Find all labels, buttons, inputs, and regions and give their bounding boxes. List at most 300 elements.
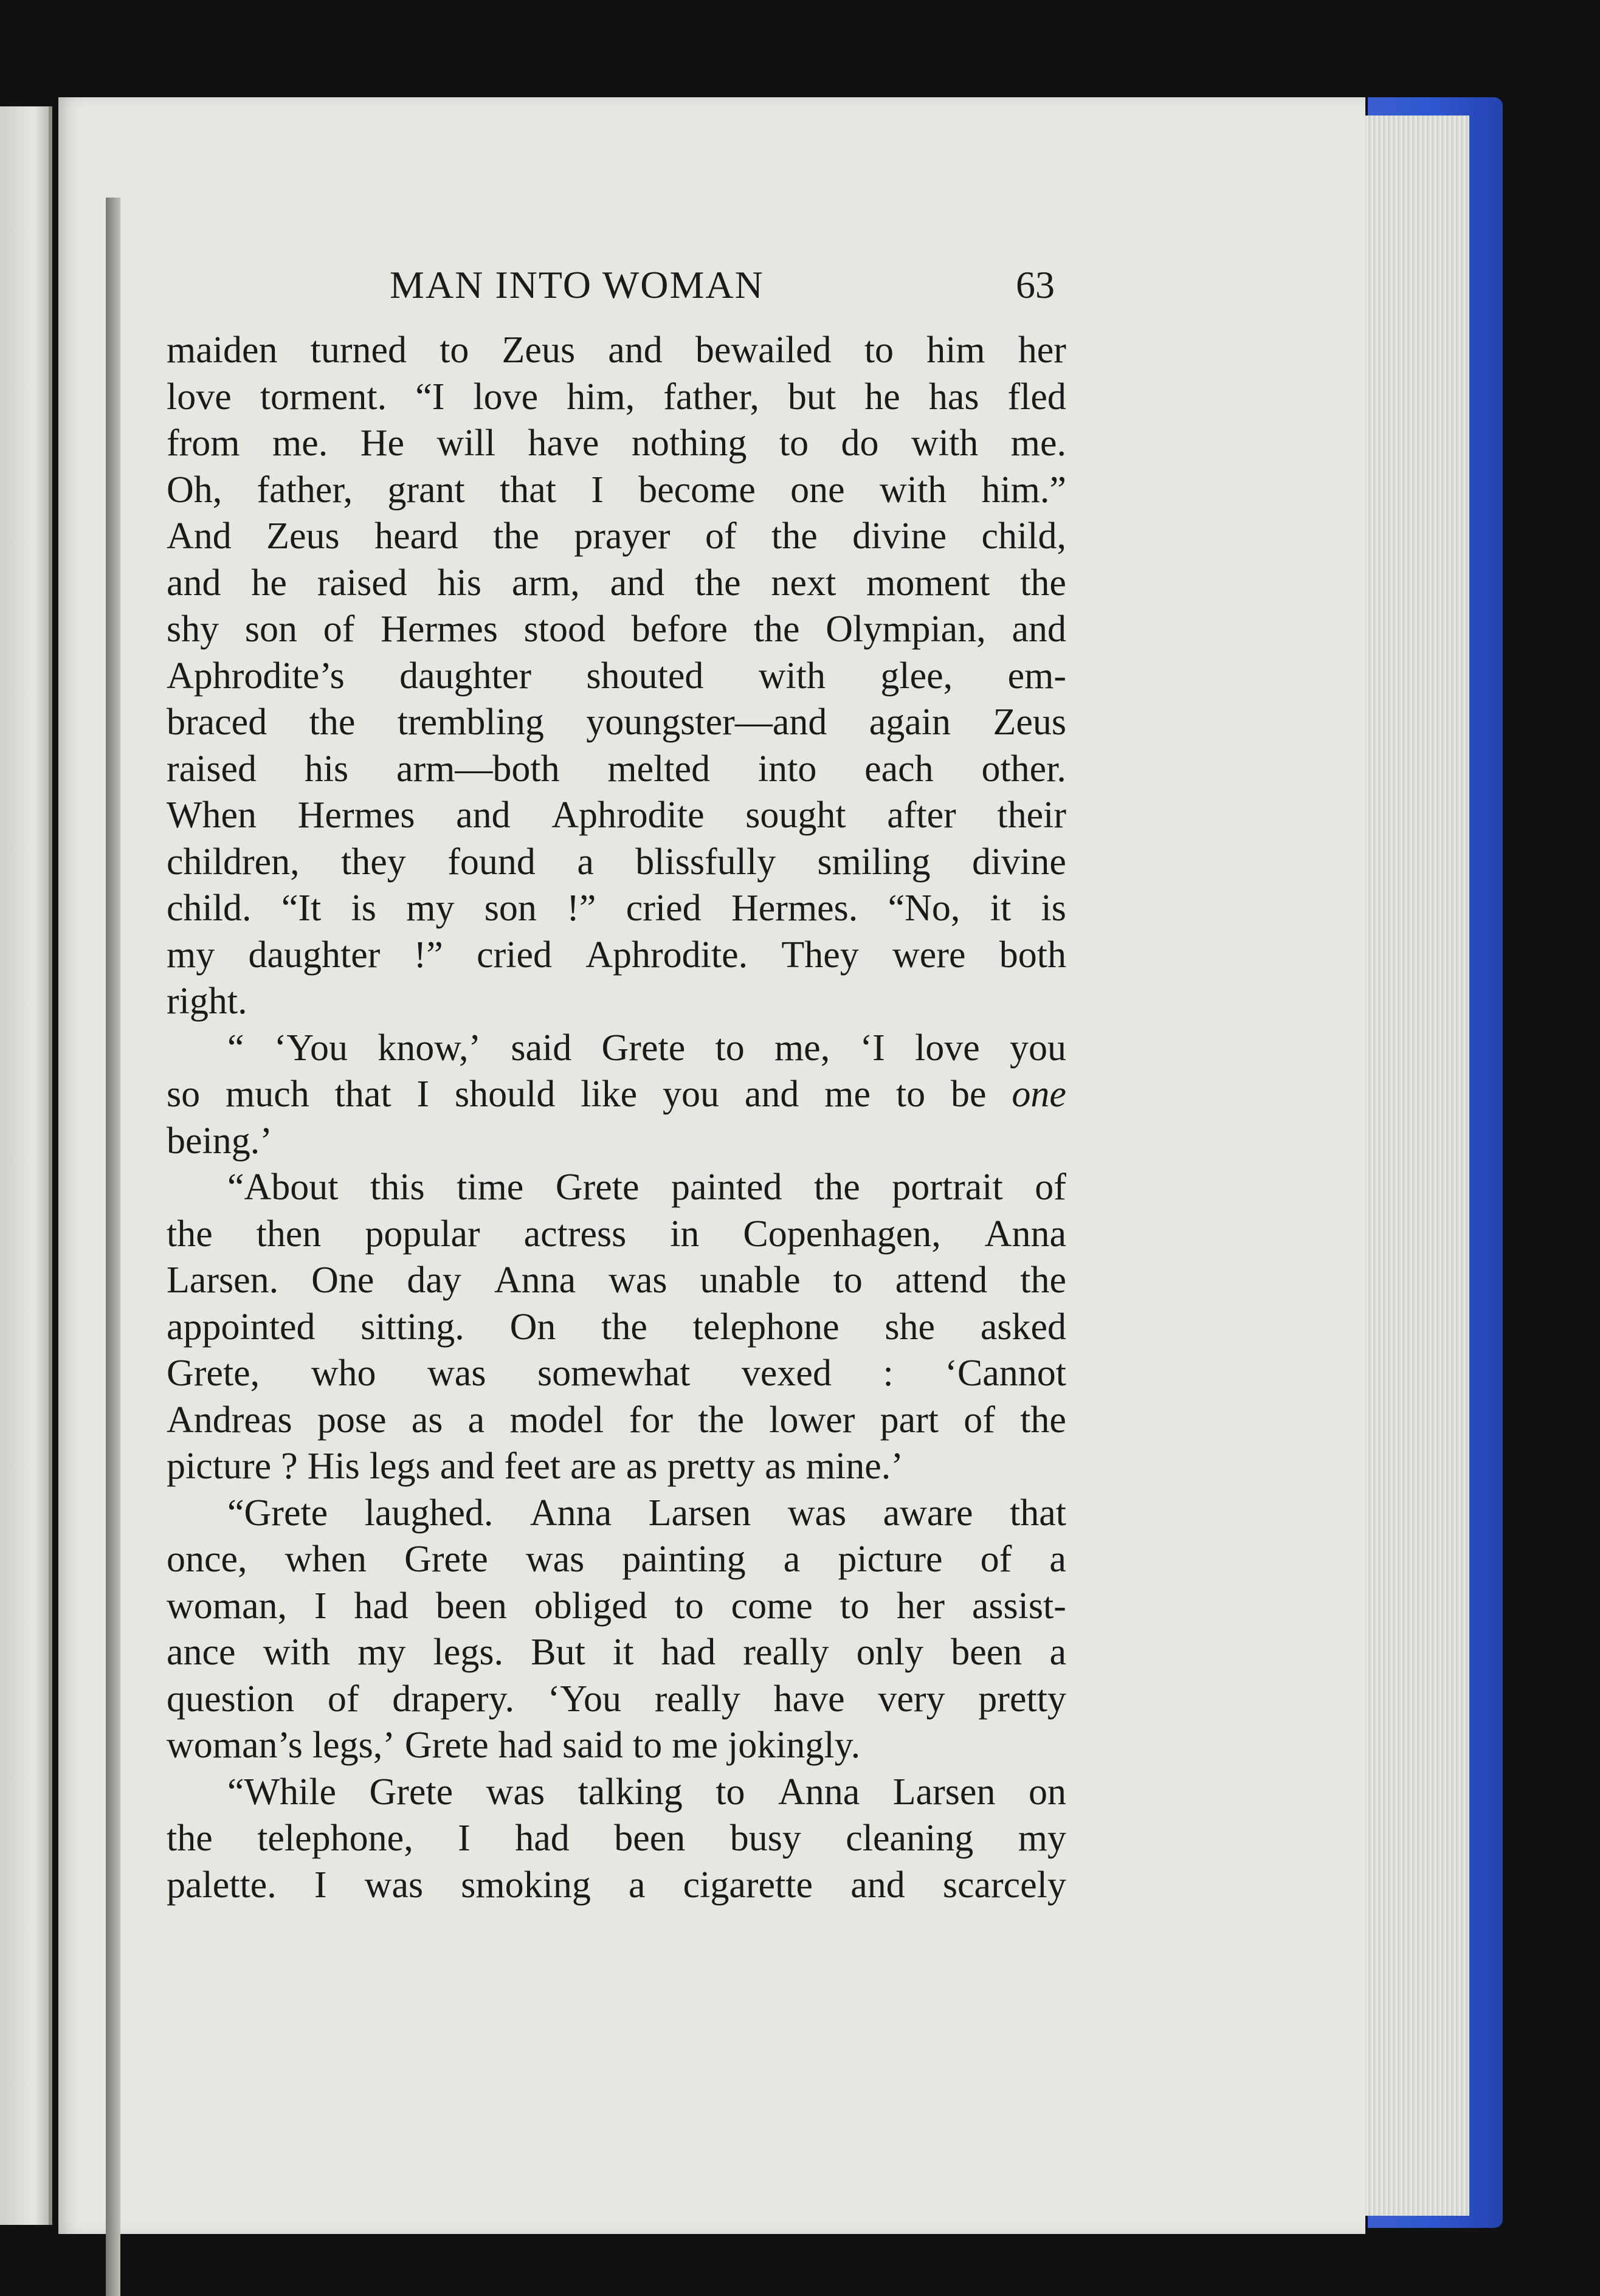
word: Anna <box>529 1492 612 1534</box>
word: me. <box>1010 422 1066 464</box>
word: legs <box>369 1446 430 1487</box>
word: right. <box>167 981 247 1022</box>
word: and <box>610 562 665 604</box>
word: of <box>980 1539 1012 1580</box>
text-line <box>167 653 1066 700</box>
text-line <box>167 1815 1066 1862</box>
word: actress <box>523 1213 627 1255</box>
word: legs,’ <box>312 1725 395 1766</box>
word: love <box>473 376 539 418</box>
word: had <box>661 1632 716 1673</box>
word: melted <box>607 748 711 790</box>
word: drapery. <box>392 1678 515 1720</box>
word: it <box>990 888 1012 929</box>
word: a <box>1049 1632 1066 1673</box>
word: attend <box>895 1260 988 1301</box>
word: appointed <box>167 1306 316 1348</box>
word: turned <box>310 329 407 371</box>
word: braced <box>167 702 267 743</box>
word: sought <box>745 795 846 836</box>
text-line <box>167 420 1066 467</box>
word: was <box>427 1353 486 1394</box>
text-line <box>167 560 1066 607</box>
word: to <box>716 1771 745 1813</box>
word: as <box>626 1446 658 1487</box>
word: will <box>436 422 495 464</box>
word: with <box>758 655 826 697</box>
word: I <box>314 1585 327 1627</box>
word: ance <box>167 1632 236 1673</box>
word: were <box>892 934 966 976</box>
word: smoking <box>461 1864 591 1906</box>
word: On <box>509 1306 556 1348</box>
word: Grete <box>555 1167 640 1208</box>
word: “Grete <box>227 1492 328 1534</box>
word: found <box>447 841 536 883</box>
word: em- <box>1007 655 1066 697</box>
word: have <box>773 1678 845 1720</box>
word: talking <box>578 1771 683 1813</box>
word: me, <box>774 1027 830 1069</box>
word: the <box>601 1306 647 1348</box>
text-line <box>167 746 1066 793</box>
word: “I <box>415 376 445 418</box>
word: he <box>864 376 900 418</box>
word: the <box>493 515 539 557</box>
word: “No, <box>888 888 960 929</box>
word: was <box>364 1864 424 1906</box>
word: had <box>515 1818 570 1859</box>
word: heard <box>374 515 458 557</box>
word: Grete <box>404 1725 489 1766</box>
word: the <box>771 515 818 557</box>
text-line <box>167 699 1066 746</box>
word: my <box>167 934 215 976</box>
word: me. <box>272 422 328 464</box>
word: him <box>926 329 985 371</box>
word: been <box>435 1585 507 1627</box>
word: to <box>440 329 469 371</box>
word: cried <box>477 934 552 976</box>
word: is <box>351 888 376 929</box>
word: my <box>1018 1818 1066 1859</box>
word: me <box>824 1074 871 1115</box>
word: ‘I <box>860 1027 885 1069</box>
word: come <box>731 1585 813 1627</box>
word: with <box>263 1632 330 1673</box>
word: Grete <box>404 1539 488 1580</box>
word: cigarette <box>683 1864 813 1906</box>
text-line <box>167 1257 1066 1304</box>
word: when <box>284 1539 367 1580</box>
word: mine.’ <box>805 1446 903 1487</box>
word: him.” <box>981 469 1066 511</box>
text-line <box>167 1536 1066 1583</box>
word: the <box>167 1213 213 1255</box>
word: the <box>698 1399 744 1441</box>
text-line <box>167 932 1066 979</box>
word: Zeus <box>993 702 1066 743</box>
word: the <box>753 608 800 650</box>
word: youngster—and <box>586 702 827 743</box>
word: the <box>167 1818 213 1859</box>
word: do <box>841 422 879 464</box>
word: “About <box>227 1167 339 1208</box>
word: Zeus <box>502 329 576 371</box>
word: day <box>407 1260 461 1301</box>
word: Oh, <box>167 469 222 511</box>
word: her <box>1018 329 1066 371</box>
text-line <box>167 1350 1066 1397</box>
text-line <box>167 1722 1066 1769</box>
word: become <box>638 469 756 511</box>
word: daughter <box>248 934 381 976</box>
word: have <box>528 422 599 464</box>
word: a <box>628 1864 646 1906</box>
word: trembling <box>397 702 544 743</box>
left-page-edge <box>0 106 52 2225</box>
word: my <box>406 888 455 929</box>
word: been <box>951 1632 1022 1673</box>
word: of <box>327 1678 359 1720</box>
word: being.’ <box>167 1120 272 1162</box>
word: vexed <box>741 1353 832 1394</box>
word: said <box>562 1725 623 1766</box>
word: arm—both <box>396 748 560 790</box>
word: the <box>814 1167 860 1208</box>
word: shouted <box>586 655 704 697</box>
word: very <box>878 1678 945 1720</box>
text-line <box>167 374 1066 421</box>
word: the <box>309 702 356 743</box>
word: bewailed <box>695 329 832 371</box>
word: stood <box>523 608 605 650</box>
word: “ <box>227 1027 244 1069</box>
word: torment. <box>260 376 387 418</box>
word: picture <box>838 1539 943 1580</box>
word: that <box>334 1074 391 1115</box>
gutter-shadow <box>106 198 120 2296</box>
word: father, <box>663 376 759 418</box>
word: a <box>577 841 594 883</box>
page-number: 63 <box>1016 263 1055 306</box>
word: Hermes <box>381 608 498 650</box>
word: painting <box>622 1539 746 1580</box>
word: my <box>357 1632 406 1673</box>
word: and <box>608 329 663 371</box>
word: son <box>484 888 537 929</box>
word: painted <box>671 1167 782 1208</box>
word: he <box>251 562 287 604</box>
word: They <box>781 934 859 976</box>
word: with <box>911 422 979 464</box>
word: of <box>964 1399 995 1441</box>
text-line <box>167 513 1066 560</box>
text-line <box>167 1629 1066 1676</box>
word: much <box>226 1074 309 1115</box>
text-line <box>167 1769 1066 1816</box>
word: busy <box>729 1818 801 1859</box>
word: !” <box>413 934 443 976</box>
word: Grete, <box>167 1353 260 1394</box>
word: Larsen. <box>167 1260 279 1301</box>
text-line <box>167 1211 1066 1258</box>
word: him, <box>567 376 635 418</box>
word: before <box>631 608 728 650</box>
word: has <box>928 376 979 418</box>
word: to <box>674 1585 704 1627</box>
word: Hermes. <box>731 888 858 929</box>
word: his <box>437 562 481 604</box>
word: children, <box>167 841 300 883</box>
word: as <box>765 1446 796 1487</box>
word: blissfully <box>635 841 776 883</box>
word: Anna <box>984 1213 1066 1255</box>
text-line <box>167 1164 1066 1211</box>
word: of <box>323 608 355 650</box>
word: her <box>896 1585 945 1627</box>
text-line <box>167 1490 1066 1537</box>
word: I <box>458 1818 471 1859</box>
word: of <box>705 515 737 557</box>
word: Anna <box>778 1771 860 1813</box>
word: a <box>783 1539 801 1580</box>
word: model <box>509 1399 604 1441</box>
word: child. <box>167 888 252 929</box>
word: other. <box>981 748 1066 790</box>
word: And <box>167 515 232 557</box>
word: to <box>895 1074 926 1115</box>
word: ‘You <box>274 1027 348 1069</box>
word: cleaning <box>846 1818 974 1859</box>
text-line <box>167 1118 1066 1165</box>
word: Aphrodite. <box>585 934 748 976</box>
word: the <box>694 562 741 604</box>
word: once, <box>167 1539 247 1580</box>
word: to <box>840 1585 869 1627</box>
word: the <box>1020 562 1066 604</box>
word: was <box>787 1492 847 1534</box>
text-line <box>167 1397 1066 1444</box>
word: part <box>880 1399 939 1441</box>
word: grant <box>387 469 465 511</box>
word: so <box>167 1074 201 1115</box>
word: it <box>613 1632 634 1673</box>
word: to <box>633 1725 663 1766</box>
word: a <box>467 1399 485 1441</box>
word: Anna <box>494 1260 576 1301</box>
word: was <box>609 1260 667 1301</box>
word: sitting. <box>360 1306 464 1348</box>
word: raised <box>167 748 257 790</box>
word: feet <box>504 1446 561 1487</box>
word: but <box>787 376 836 418</box>
word: obliged <box>534 1585 647 1627</box>
word: Grete <box>369 1771 453 1813</box>
word: for <box>629 1399 673 1441</box>
word: smiling <box>817 841 931 883</box>
word: into <box>757 748 817 790</box>
word: legs. <box>433 1632 504 1673</box>
word: you <box>663 1074 720 1115</box>
word: divine <box>971 841 1066 883</box>
text-line <box>167 467 1066 514</box>
word: in <box>670 1213 700 1255</box>
word: scarcely <box>942 1864 1066 1906</box>
word: prayer <box>574 515 671 557</box>
word: as <box>411 1399 443 1441</box>
word: to <box>833 1260 863 1301</box>
text-line <box>167 792 1066 839</box>
word: that <box>1009 1492 1066 1534</box>
word: they <box>341 841 406 883</box>
word: moment <box>866 562 990 604</box>
word: and <box>744 1074 799 1115</box>
word: One <box>311 1260 374 1301</box>
word: somewhat <box>537 1353 691 1394</box>
word: Zeus <box>266 515 340 557</box>
word: with <box>879 469 947 511</box>
word: I <box>314 1864 327 1906</box>
word: : <box>883 1353 894 1394</box>
word: shy <box>167 608 219 650</box>
word: only <box>856 1632 923 1673</box>
text-line <box>167 1443 1066 1490</box>
word: ? <box>281 1446 298 1487</box>
word: pretty <box>978 1678 1066 1720</box>
word: palette. <box>167 1864 277 1906</box>
word: the <box>1020 1399 1066 1441</box>
word: had <box>498 1725 553 1766</box>
word: are <box>570 1446 616 1487</box>
word: their <box>997 795 1066 836</box>
word: to <box>779 422 809 464</box>
word: one <box>790 469 845 511</box>
word: When <box>167 795 257 836</box>
word: Copenhagen, <box>743 1213 941 1255</box>
word: pretty <box>667 1446 756 1487</box>
word: from <box>167 422 240 464</box>
word: !” <box>567 888 596 929</box>
word: ‘Cannot <box>945 1353 1066 1394</box>
word: been <box>614 1818 686 1859</box>
word: Aphrodite <box>551 795 705 836</box>
word: one <box>1012 1074 1066 1115</box>
word: his <box>304 748 349 790</box>
text-line <box>167 839 1066 886</box>
word: maiden <box>167 329 278 371</box>
word: on <box>1028 1771 1066 1813</box>
word: portrait <box>892 1167 1003 1208</box>
word: and <box>440 1446 495 1487</box>
word: love <box>915 1027 980 1069</box>
text-line <box>167 1583 1066 1630</box>
word: I <box>591 469 604 511</box>
word: fled <box>1007 376 1066 418</box>
word: know,’ <box>378 1027 481 1069</box>
word: should <box>454 1074 556 1115</box>
word: popular <box>365 1213 480 1255</box>
word: a <box>1049 1539 1066 1580</box>
word: me <box>672 1725 718 1766</box>
word: to <box>715 1027 745 1069</box>
word: and <box>167 562 221 604</box>
word: Andreas <box>167 1399 292 1441</box>
word: really <box>743 1632 829 1673</box>
word: time <box>457 1167 524 1208</box>
word: raised <box>317 562 407 604</box>
word: this <box>370 1167 425 1208</box>
word: then <box>256 1213 322 1255</box>
word: His <box>307 1446 360 1487</box>
word: Hermes <box>297 795 415 836</box>
word: she <box>884 1306 936 1348</box>
word: the <box>1020 1260 1066 1301</box>
text-line <box>167 885 1066 932</box>
word: be <box>950 1074 987 1115</box>
word: was <box>486 1771 545 1813</box>
book-page <box>58 97 1365 2234</box>
word: Olympian, <box>826 608 986 650</box>
text-line <box>167 978 1066 1025</box>
text-line <box>167 1071 1066 1118</box>
word: arm, <box>511 562 580 604</box>
word: Larsen <box>892 1771 996 1813</box>
text-line <box>167 1862 1066 1909</box>
word: and <box>456 795 511 836</box>
word: said <box>511 1027 572 1069</box>
word: each <box>864 748 934 790</box>
word: to <box>864 329 894 371</box>
word: But <box>531 1632 585 1673</box>
body-text <box>167 327 1066 1908</box>
word: you <box>1010 1027 1066 1069</box>
word: telephone, <box>257 1818 413 1859</box>
word: He <box>360 422 405 464</box>
word: again <box>869 702 951 743</box>
word: “It <box>281 888 322 929</box>
word: who <box>311 1353 376 1394</box>
word: unable <box>700 1260 801 1301</box>
text-line <box>167 327 1066 374</box>
text-line <box>167 1025 1066 1072</box>
word: and <box>1012 608 1066 650</box>
word: woman’s <box>167 1725 303 1766</box>
word: love <box>167 376 232 418</box>
word: daughter <box>399 655 532 697</box>
word: aware <box>883 1492 973 1534</box>
word: telephone <box>692 1306 840 1348</box>
word: really <box>654 1678 740 1720</box>
word: that <box>500 469 556 511</box>
text-line <box>167 1304 1066 1351</box>
word: was <box>525 1539 585 1580</box>
word: like <box>581 1074 638 1115</box>
text-line <box>167 606 1066 653</box>
word: and <box>850 1864 905 1906</box>
running-head <box>58 263 1365 329</box>
word: lower <box>769 1399 855 1441</box>
word: I <box>416 1074 430 1115</box>
word: jokingly. <box>727 1725 861 1766</box>
running-title: MAN INTO WOMAN <box>390 263 764 306</box>
word: both <box>999 934 1066 976</box>
word: next <box>771 562 836 604</box>
word: Aphrodite’s <box>167 655 345 697</box>
word: child, <box>981 515 1066 557</box>
word: picture <box>167 1446 272 1487</box>
word: son <box>244 608 297 650</box>
